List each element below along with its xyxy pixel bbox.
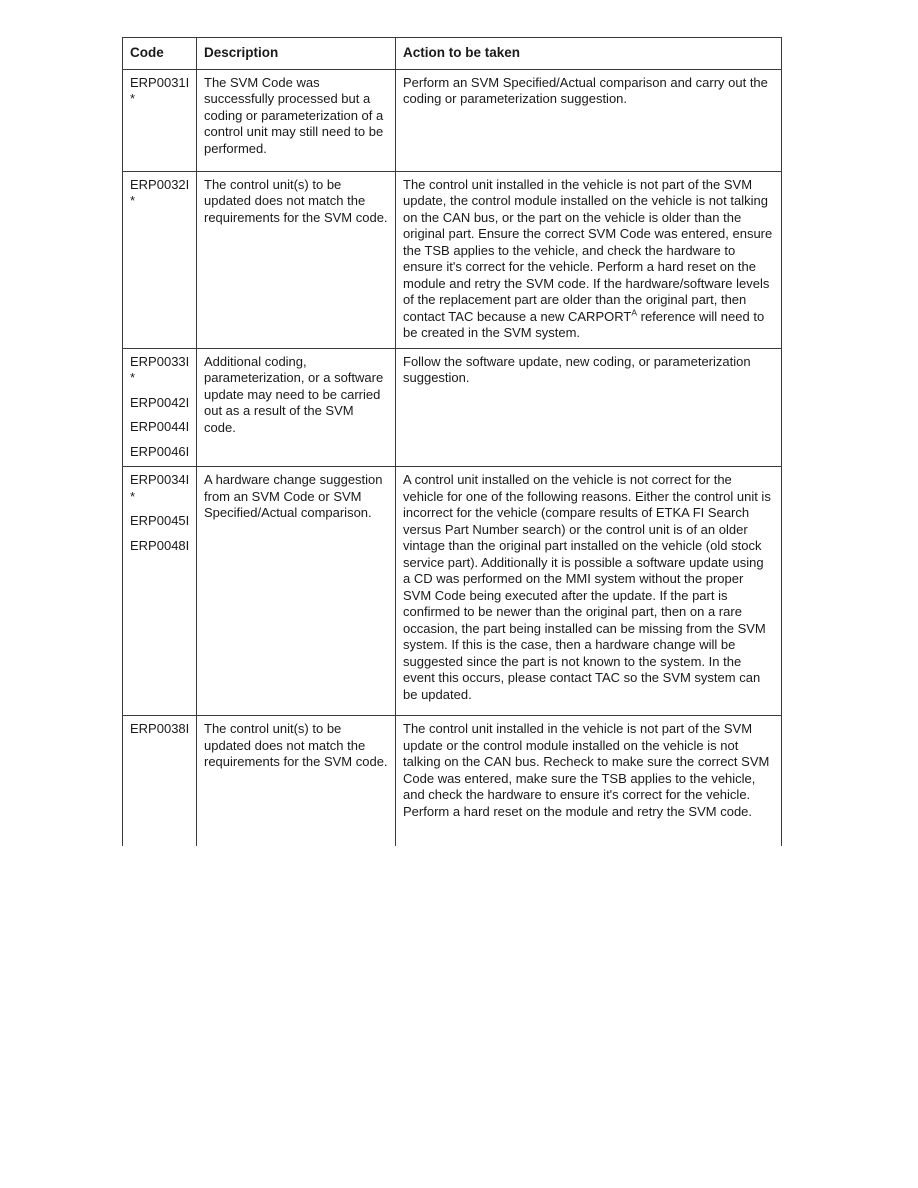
code-value: ERP0044I <box>130 419 190 434</box>
action-text: Follow the software update, new coding, or parameterization suggestion. <box>403 353 751 385</box>
code-footnote-asterisk: * <box>130 370 136 385</box>
table-row <box>123 716 782 846</box>
action-cell <box>396 349 782 467</box>
action-cell <box>396 467 782 715</box>
code-footnote-asterisk: * <box>130 488 136 504</box>
code-cell <box>123 349 197 467</box>
action-cell <box>396 716 782 846</box>
code-value: ERP0046I <box>130 443 190 459</box>
code-value: ERP0031I <box>130 74 190 90</box>
description-cell: A hardware change suggestion from an SVM Code or SVM Specified/Actual comparison. <box>197 467 396 715</box>
table-row <box>123 172 782 349</box>
code-value: ERP0045I <box>130 513 190 528</box>
code-value: ERP0033I <box>130 353 190 369</box>
table-row <box>123 70 782 172</box>
action-text: The control unit installed in the vehicle is not part of the SVM update, the control module installed on the vehicle is not talking on the CAN bus, or the part on the vehicle is older than the original part. Ensure the correct SVM Code was entered, ensure the TSB applies to the vehicle, and check the hardware to ensure it's correct for the vehicle. Perform a hard reset on the module and retry the SVM code. If the hardware/software levels of the replacement part are older than the original part, then contact TAC because a new CARPORT <box>403 176 773 324</box>
code-footnote-asterisk: * <box>130 193 136 208</box>
code-cell <box>123 716 197 846</box>
action-text: The control unit installed in the vehicle is not part of the SVM update or the control module installed on the vehicle is not talking on the CAN bus. Recheck to make sure the correct SVM Code was entered, make sure the TSB applies to the vehicle, and check the hardware to ensure it's correct for the vehicle. Perform a hard reset on the module and retry the SVM code. <box>403 721 770 819</box>
description-cell: The control unit(s) to be updated does not match the requirements for the SVM code. <box>197 172 396 348</box>
description-cell: The control unit(s) to be updated does not match the requirements for the SVM code. <box>197 716 396 846</box>
column-header-action: Action to be taken <box>396 38 782 69</box>
column-header-code: Code <box>123 38 197 69</box>
code-value: ERP0032I <box>130 176 190 192</box>
code-value: ERP0034I <box>130 472 190 487</box>
code-cell <box>123 172 197 348</box>
description-cell: The SVM Code was successfully processed but a coding or parameterization of a control unit may still need to be performed. <box>197 70 396 171</box>
column-header-description: Description <box>197 38 396 69</box>
table-row <box>123 349 782 468</box>
table-body <box>123 70 782 847</box>
action-text: Perform an SVM Specified/Actual comparison and carry out the coding or parameterization suggestion. <box>403 74 768 106</box>
action-cell <box>396 172 782 348</box>
action-text: reference will need to be created in the SVM system. <box>403 308 765 340</box>
code-value: ERP0048I <box>130 537 190 553</box>
code-value: ERP0038I <box>130 721 190 736</box>
code-footnote-asterisk: * <box>130 91 136 106</box>
code-value: ERP0042I <box>130 394 190 410</box>
svm-code-table <box>122 37 782 846</box>
action-cell <box>396 70 782 171</box>
table-header-row <box>123 38 782 70</box>
superscript-footnote: A <box>631 307 637 318</box>
code-cell <box>123 70 197 171</box>
action-text: A control unit installed on the vehicle is not correct for the vehicle for one of the following reasons. Either the control unit is incorrect for the vehicle (compare results of ETKA FI Search versus Part Number search) or the control unit is of an older vintage than the original part installed on the vehicle (old stock service part). Additionally it is possible a software update using a CD was performed on the MMI system without the proper SVM Code being executed after the update. If the part is confirmed to be newer than the original part, then on a rare occasion, the part being installed can be missing from the SVM system. If this is the case, then a hardware change will be suggested since the part is not known to the system. In the event this occurs, please contact TAC so the SVM system can be updated. <box>403 472 771 702</box>
table-row <box>123 467 782 716</box>
code-cell <box>123 467 197 715</box>
description-cell: Additional coding, parameterization, or a software update may need to be carried out as a result of the SVM code. <box>197 349 396 467</box>
